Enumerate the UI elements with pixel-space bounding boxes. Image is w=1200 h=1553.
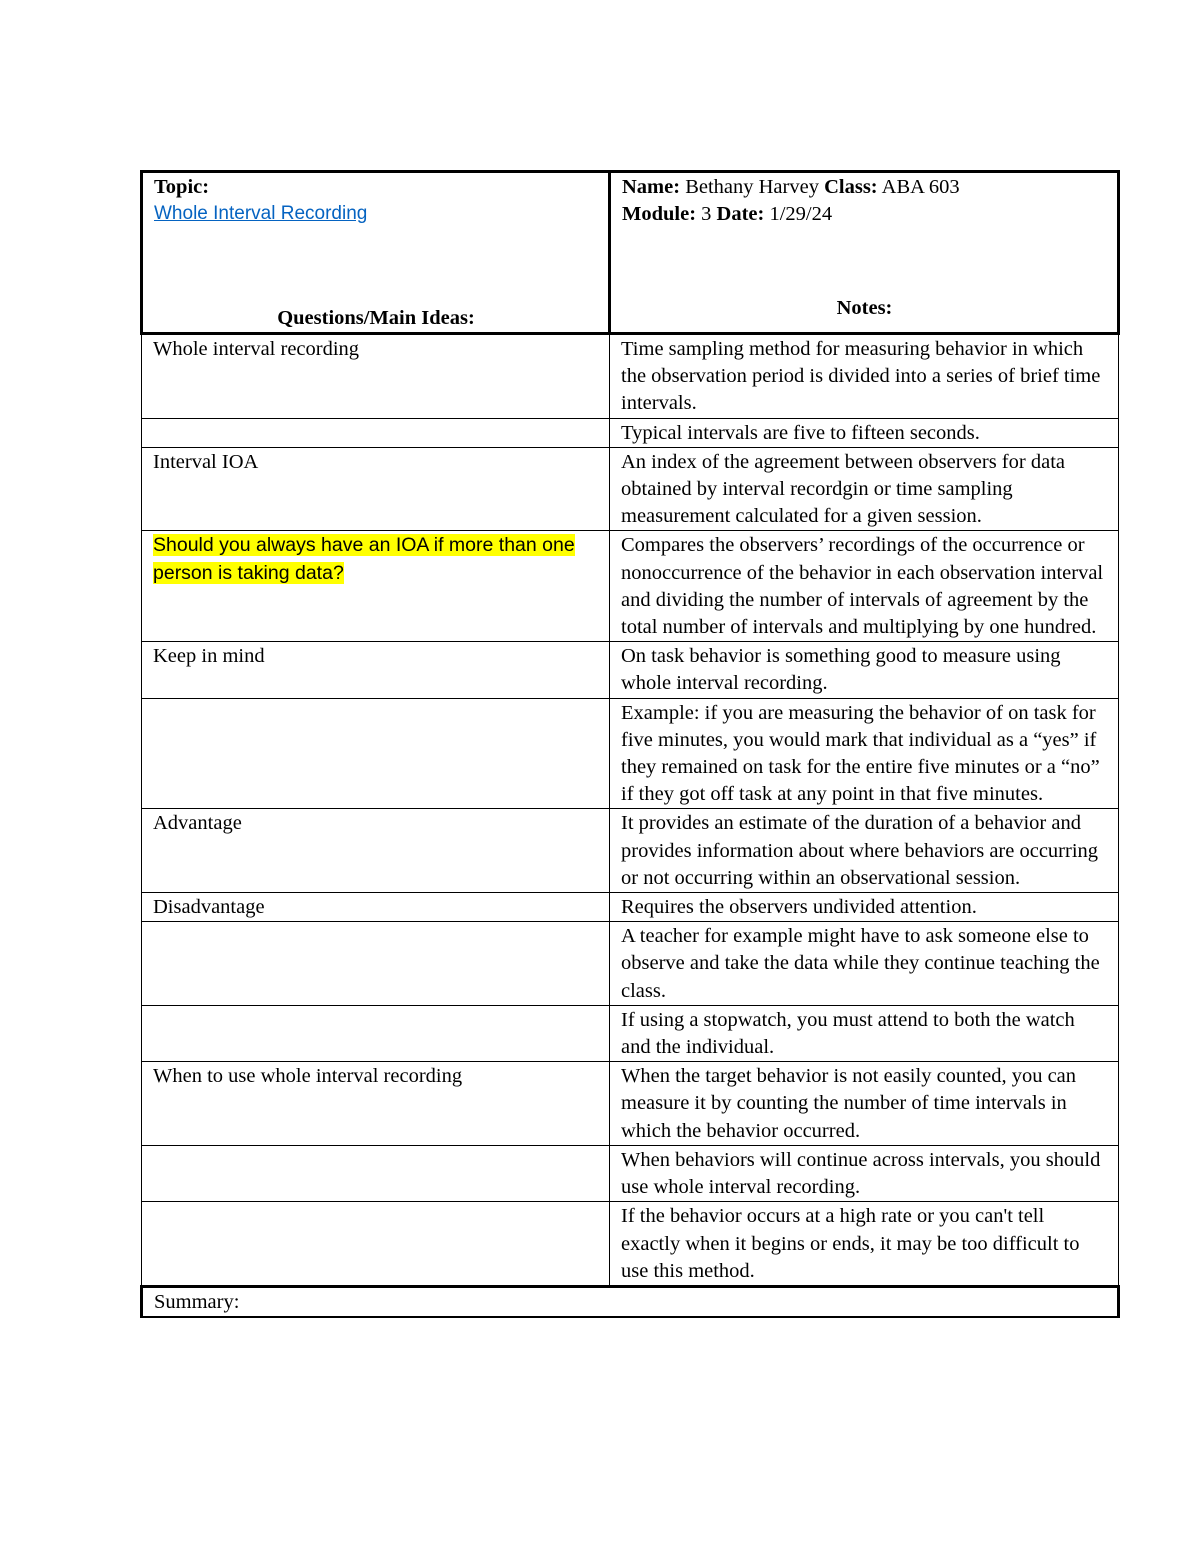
- notes-heading: Notes:: [836, 297, 893, 319]
- summary-cell: Summary:: [142, 1286, 1119, 1317]
- table-row: [142, 1145, 1119, 1201]
- question-cell: [142, 1005, 610, 1061]
- question-cell: Interval IOA: [142, 447, 610, 531]
- name-value: Bethany Harvey: [685, 176, 819, 198]
- questions-heading: Questions/Main Ideas:: [277, 306, 475, 329]
- note-cell: It provides an estimate of the duration of a behavior and provides information about where behaviors are occurring or not occurring within an observational session.: [610, 809, 1119, 893]
- table-row: [142, 531, 1119, 642]
- table-row: [142, 642, 1119, 698]
- note-cell: When behaviors will continue across intervals, you should use whole interval recording.: [610, 1145, 1119, 1201]
- question-cell: [142, 698, 610, 809]
- note-cell: An index of the agreement between observers for data obtained by interval recordgin or time sampling measurement calculated for a given session.: [610, 447, 1119, 531]
- module-value: 3: [701, 203, 712, 226]
- question-cell: [142, 1145, 610, 1201]
- question-cell: [142, 922, 610, 1006]
- note-cell: Example: if you are measuring the behavior of on task for five minutes, you would mark that individual as a “yes” if they remained on task for the entire five minutes or a “no” if they got off task at any point in that five minutes.: [610, 698, 1119, 809]
- table-row: [142, 1202, 1119, 1287]
- question-cell: When to use whole interval recording: [142, 1062, 610, 1146]
- highlighted-question: Should you always have an IOA if more than one person is taking data?: [153, 534, 575, 584]
- header-left-cell: [142, 172, 610, 334]
- class-value: ABA 603: [881, 176, 960, 198]
- summary-row: [142, 1286, 1119, 1317]
- note-cell: Compares the observers’ recordings of the occurrence or nonoccurrence of the behavior in each observation interval and dividing the number of intervals of agreement by the total number of intervals and multiplying by one hundred.: [610, 531, 1119, 642]
- note-cell: Requires the observers undivided attention.: [610, 893, 1119, 922]
- name-label: Name:: [622, 176, 681, 198]
- topic-link[interactable]: Whole Interval Recording: [154, 203, 368, 225]
- table-row: [142, 922, 1119, 1006]
- note-cell: A teacher for example might have to ask someone else to observe and take the data while they continue teaching the class.: [610, 922, 1119, 1006]
- header-row: [142, 172, 1119, 334]
- table-row: [142, 698, 1119, 809]
- note-cell: On task behavior is something good to measure using whole interval recording.: [610, 642, 1119, 698]
- date-value: 1/29/24: [769, 203, 833, 226]
- table-row: [142, 1062, 1119, 1146]
- header-right-cell: [610, 172, 1119, 334]
- question-cell: Advantage: [142, 809, 610, 893]
- table-row: [142, 1005, 1119, 1061]
- note-cell: When the target behavior is not easily counted, you can measure it by counting the number of time intervals in which the behavior occurred.: [610, 1062, 1119, 1146]
- note-cell: Typical intervals are five to fifteen seconds.: [610, 418, 1119, 447]
- note-cell: If using a stopwatch, you must attend to both the watch and the individual.: [610, 1005, 1119, 1061]
- cornell-notes-table: [140, 170, 1120, 1318]
- note-cell: Time sampling method for measuring behavior in which the observation period is divided into a series of brief time intervals.: [610, 334, 1119, 419]
- table-row: [142, 334, 1119, 419]
- question-cell: [142, 1202, 610, 1287]
- table-row: [142, 809, 1119, 893]
- class-label: Class:: [824, 176, 878, 198]
- table-row: [142, 893, 1119, 922]
- note-cell: If the behavior occurs at a high rate or you can't tell exactly when it begins or ends, it may be too difficult to use this method.: [610, 1202, 1119, 1287]
- module-date-line: [622, 201, 1107, 228]
- question-cell: [142, 418, 610, 447]
- question-cell: Disadvantage: [142, 893, 610, 922]
- question-cell: Whole interval recording: [142, 334, 610, 419]
- table-row: [142, 447, 1119, 531]
- name-class-line: [622, 174, 1107, 201]
- question-cell: [142, 531, 610, 642]
- topic-label: Topic:: [154, 176, 210, 198]
- date-label: Date:: [716, 203, 765, 226]
- question-cell: Keep in mind: [142, 642, 610, 698]
- table-row: [142, 418, 1119, 447]
- module-label: Module:: [622, 203, 697, 226]
